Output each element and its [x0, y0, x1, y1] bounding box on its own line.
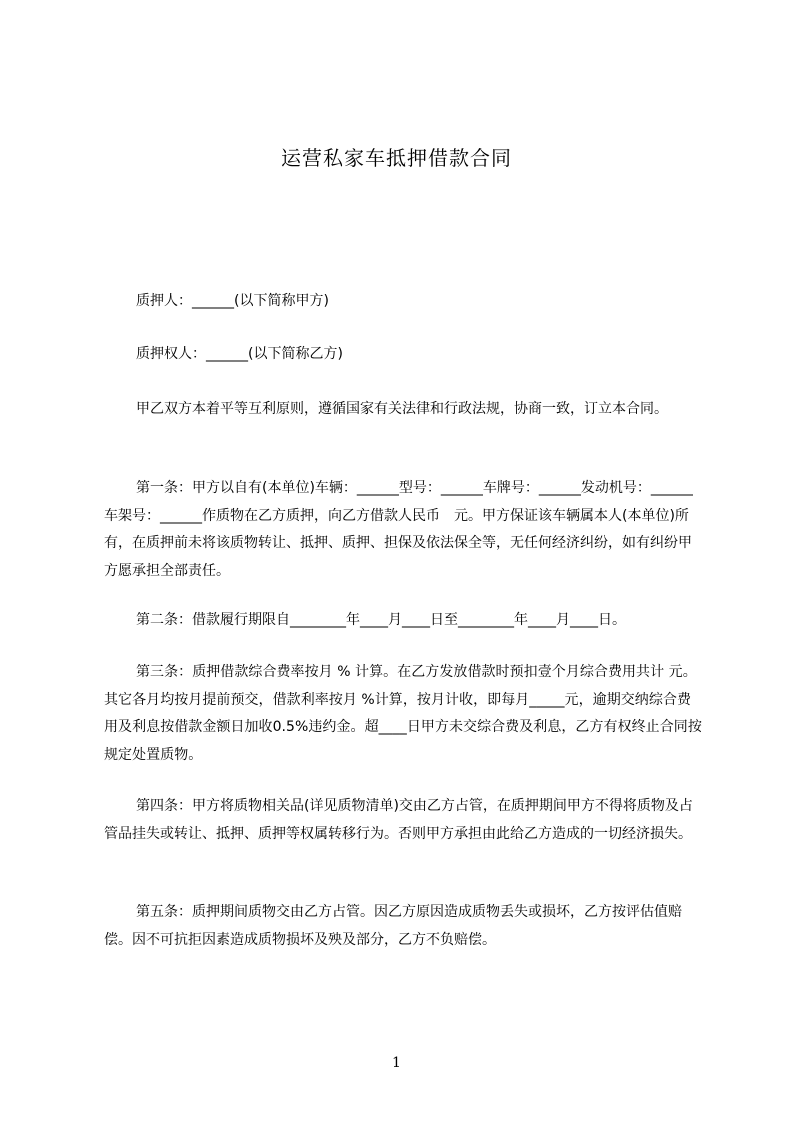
preamble-paragraph: 甲乙双方本着平等互利原则，遵循国家有关法律和行政法规，协商一致，订立本合同。: [136, 401, 668, 417]
page-number: 1: [392, 1055, 401, 1071]
article-3: 第三条：质押借款综合费率按月 % 计算。在乙方发放借款时预扣壹个月综合费用共计 元。其它各月均按月提前预交，借款利率按月 %计算，按月计收，即每月_____元，逾期交纳综合费用及利息按借款金额日加收0.5%违约金。超____日甲方未交综合费及利息，乙方有权终止合同按规定处置质物。: [104, 664, 702, 763]
party-a-line: 质押人：______(以下简称甲方): [136, 293, 329, 309]
article-1: 第一条：甲方以自有(本单位)车辆：______型号：______车牌号：______发动机号：______车架号：______作质物在乙方质押，向乙方借款人民币 元。甲方保证该车辆属本人(本单位)所有，在质押前未将该质物转让、抵押、质押、担保及依法保全等，无任何经济纠纷，如有纠纷甲方愿承担全部责任。: [104, 480, 693, 579]
article-2: 第二条：借款履行期限自________年____月____日至________年____月____日。: [136, 612, 626, 628]
contract-title: 运营私家车抵押借款合同: [281, 146, 512, 170]
article-5: 第五条：质押期间质物交由乙方占管。因乙方原因造成质物丢失或损坏，乙方按评估值赔偿。因不可抗拒因素造成质物损坏及殃及部分，乙方不负赔偿。: [104, 904, 682, 948]
article-4: 第四条：甲方将质物相关品(详见质物清单)交由乙方占管，在质押期间甲方不得将质物及占管品挂失或转让、抵押、质押等权属转移行为。否则甲方承担由此给乙方造成的一切经济损失。: [104, 798, 693, 842]
party-b-line: 质押权人：______(以下简称乙方): [136, 346, 343, 362]
